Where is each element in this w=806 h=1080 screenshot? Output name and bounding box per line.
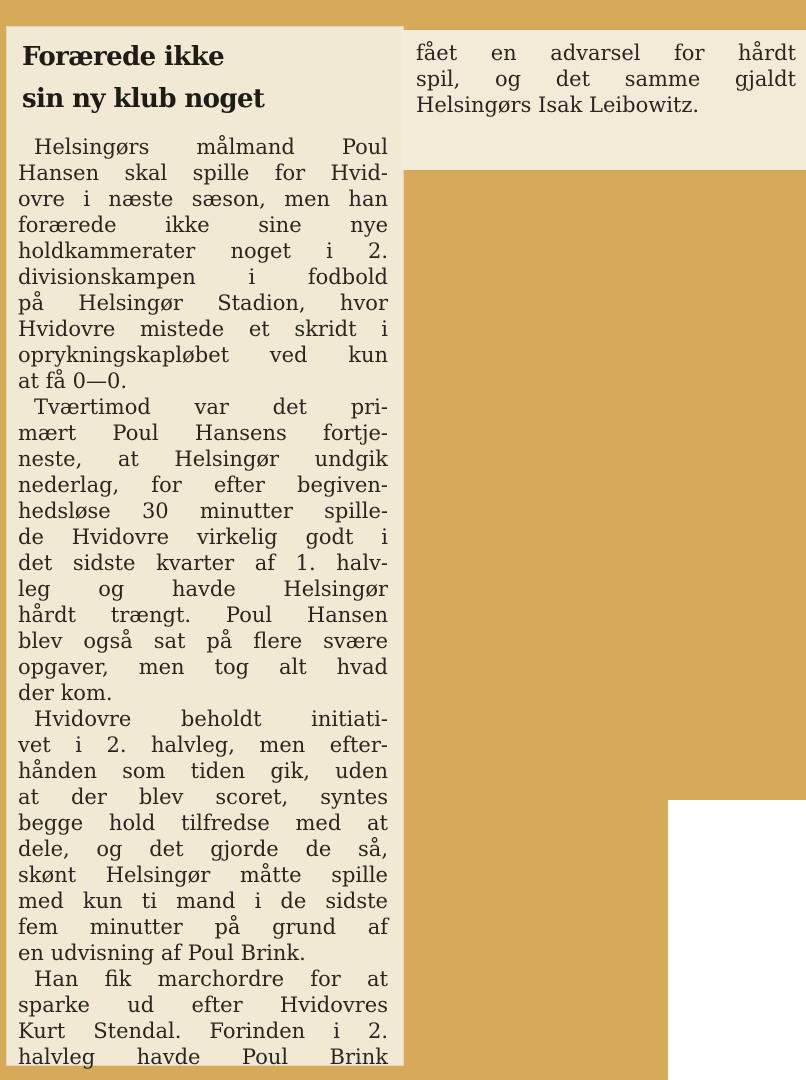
body-line: hårdt trængt. Poul Hansen	[18, 603, 388, 627]
body-line: begge hold tilfredse med at	[18, 811, 388, 835]
body-line: Hvidovre mistede et skridt i	[18, 317, 388, 341]
body-line: forærede ikke sine nye	[18, 213, 388, 237]
body-line: blev også sat på flere svære	[18, 629, 388, 653]
body-line: mært Poul Hansens fortje-	[18, 421, 388, 445]
body-line: neste, at Helsingør undgik	[18, 447, 388, 471]
body-line: divisionskampen i fodbold	[18, 265, 388, 289]
body-line: dele, og det gjorde de så,	[18, 837, 388, 861]
body-line: Han fik marchordre for at	[34, 967, 388, 991]
headline-line: sin ny klub noget	[22, 84, 265, 114]
body-line: Hansen skal spille for Hvid-	[18, 161, 388, 185]
body-line: en udvisning af Poul Brink.	[18, 941, 306, 965]
body-line: at der blev scoret, syntes	[18, 785, 388, 809]
body-line: de Hvidovre virkelig godt i	[18, 525, 388, 549]
blank-corner	[668, 800, 806, 1080]
body-line: på Helsingør Stadion, hvor	[18, 291, 388, 315]
body-line: hånden som tiden gik, uden	[18, 759, 388, 783]
continuation-line: spil, og det samme gjaldt	[416, 67, 796, 91]
body-line: oprykningskapløbet ved kun	[18, 343, 388, 367]
article-continuation	[416, 40, 796, 118]
body-line: skønt Helsingør måtte spille	[18, 863, 388, 887]
body-line: fem minutter på grund af	[18, 915, 388, 939]
article-body	[18, 134, 388, 1070]
body-line: Tværtimod var det pri-	[34, 395, 388, 419]
body-line: halvleg havde Poul Brink	[18, 1045, 388, 1069]
continuation-line: fået en advarsel for hårdt	[416, 41, 796, 65]
continuation-line: Helsingørs Isak Leibowitz.	[416, 93, 700, 117]
body-line: nederlag, for efter begiven-	[18, 473, 388, 497]
body-line: vet i 2. halvleg, men efter-	[18, 733, 388, 757]
body-line: leg og havde Helsingør	[18, 577, 388, 601]
body-line: med kun ti mand i de sidste	[18, 889, 388, 913]
body-line: Hvidovre beholdt initiati-	[34, 707, 388, 731]
article-headline	[22, 36, 382, 120]
body-line: Helsingørs målmand Poul	[34, 135, 388, 159]
body-line: det sidste kvarter af 1. halv-	[18, 551, 388, 575]
body-line: at få 0—0.	[18, 369, 127, 393]
body-line: holdkammerater noget i 2.	[18, 239, 388, 263]
body-line: opgaver, men tog alt hvad	[18, 655, 388, 679]
body-line: ovre i næste sæson, men han	[18, 187, 388, 211]
body-line: hedsløse 30 minutter spille-	[18, 499, 388, 523]
headline-line: Forærede ikke	[22, 42, 225, 72]
body-line: Kurt Stendal. Forinden i 2.	[18, 1019, 388, 1043]
body-line: der kom.	[18, 681, 113, 705]
body-line: sparke ud efter Hvidovres	[18, 993, 388, 1017]
